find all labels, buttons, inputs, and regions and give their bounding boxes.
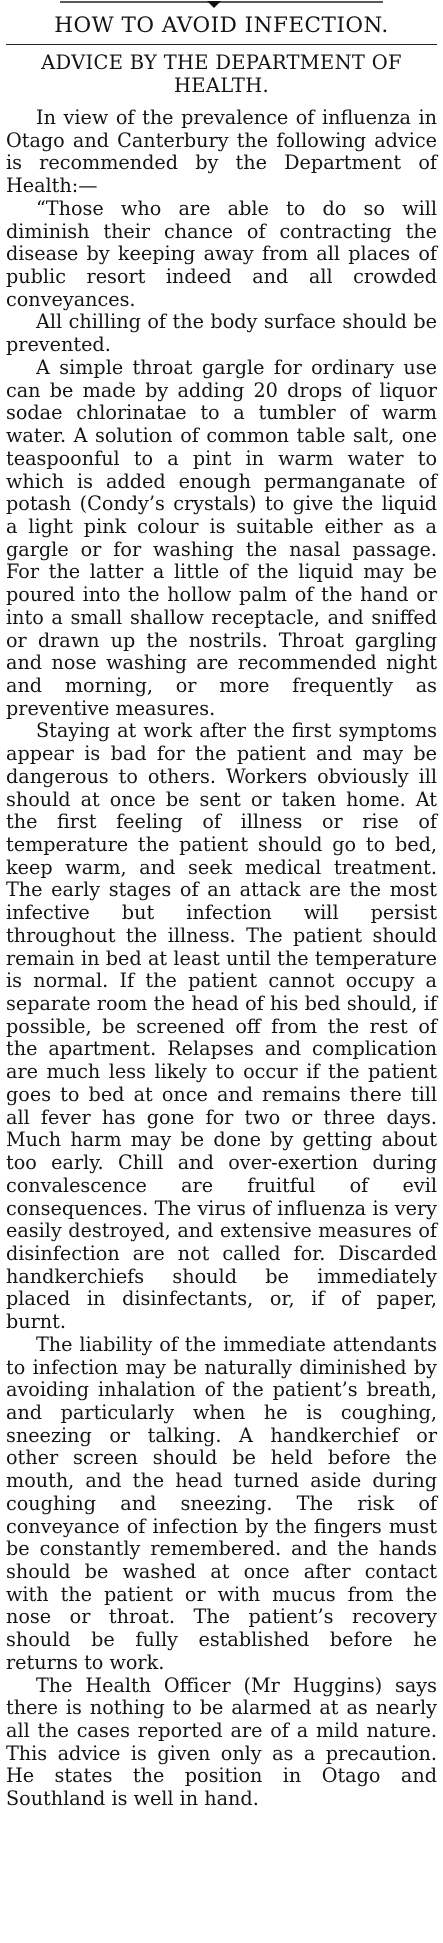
paragraph-intro: In view of the prevalence of influenza in Otago and Canterbury the following advice is recommended by the Department of Health:— xyxy=(6,106,437,198)
paragraph-throat-gargle: A simple throat gargle for ordinary use can be made by adding 20 drops of liquor sodae chlorinatae to a tumbler of warm water. A solution of common table salt, one teaspoonful to a pint in warm water to which is added enough permanganate of potash (Condy’s crystals) to give the liquid a light pink colour is suitable either as a gargle or for washing the nasal passage. For the latter a little of the liquid may be poured into the hollow palm of the hand or into a small shallow receptacle, and sniffed or drawn up the nostrils. Throat gargling and nose washing are recommended night and morning, or more frequently as preventive measures. xyxy=(6,355,437,720)
paragraph-staying-at-work: Staying at work after the first symptoms appear is bad for the patient and may be dangerous to others. Workers obviously ill should at once be sent or taken home. At the first feeling of illness or rise of temperature the patient should go to bed, keep warm, and seek medical treatment. The early stages of an attack are the most infective but infection will persist throughout the illness. The patient should remain in bed at least until the temperature is normal. If the patient cannot occupy a separate room the head of his bed should, if possible, be screened off from the rest of the apartment. Relapses and complication are much less likely to occur if the patient goes to bed at once and remains there till all fever has gone for two or three days. Much harm may be done by getting about too early. Chill and over-exertion during convalescence are fruitful of evil consequences. The virus of influenza is very easily destroyed, and extensive measures of disinfection are not called for. Discarded handkerchiefs should be immediately placed in disinfectants, or, if of paper, burnt. xyxy=(6,719,437,1334)
article-subtitle: ADVICE BY THE DEPARTMENT OF HEALTH. xyxy=(41,51,402,97)
article-body xyxy=(6,107,437,1811)
paragraph-health-officer: The Health Officer (Mr Huggins) says there is nothing to be alarmed at as nearly all the cases reported are of a mild nature. This advice is given only as a precaution. He states the position in Otago and Southland is well in hand. xyxy=(6,1673,437,1811)
title-divider xyxy=(6,44,437,45)
paragraph-avoid-crowds: “Those who are able to do so will diminish their chance of contracting the disease by keeping away from all places of public resort indeed and all crowded conveyances. xyxy=(6,196,437,311)
article-title: HOW TO AVOID INFECTION. xyxy=(54,13,389,38)
paragraph-chilling: All chilling of the body surface should be prevented. xyxy=(6,310,437,357)
column-top-ornament xyxy=(0,0,443,10)
paragraph-attendants: The liability of the immediate attendants to infection may be naturally diminished by avoiding inhalation of the patient’s breath, and particularly when he is coughing, sneezing or talking. A handkerchief or other screen should be held before the mouth, and the head turned aside during coughing and sneezing. The risk of conveyance of infection by the fingers must be constantly remembered. and the hands should be washed at once after contact with the patient or with mucus from the nose or throat. The patient’s recovery should be fully established before he returns to work. xyxy=(6,1332,437,1674)
